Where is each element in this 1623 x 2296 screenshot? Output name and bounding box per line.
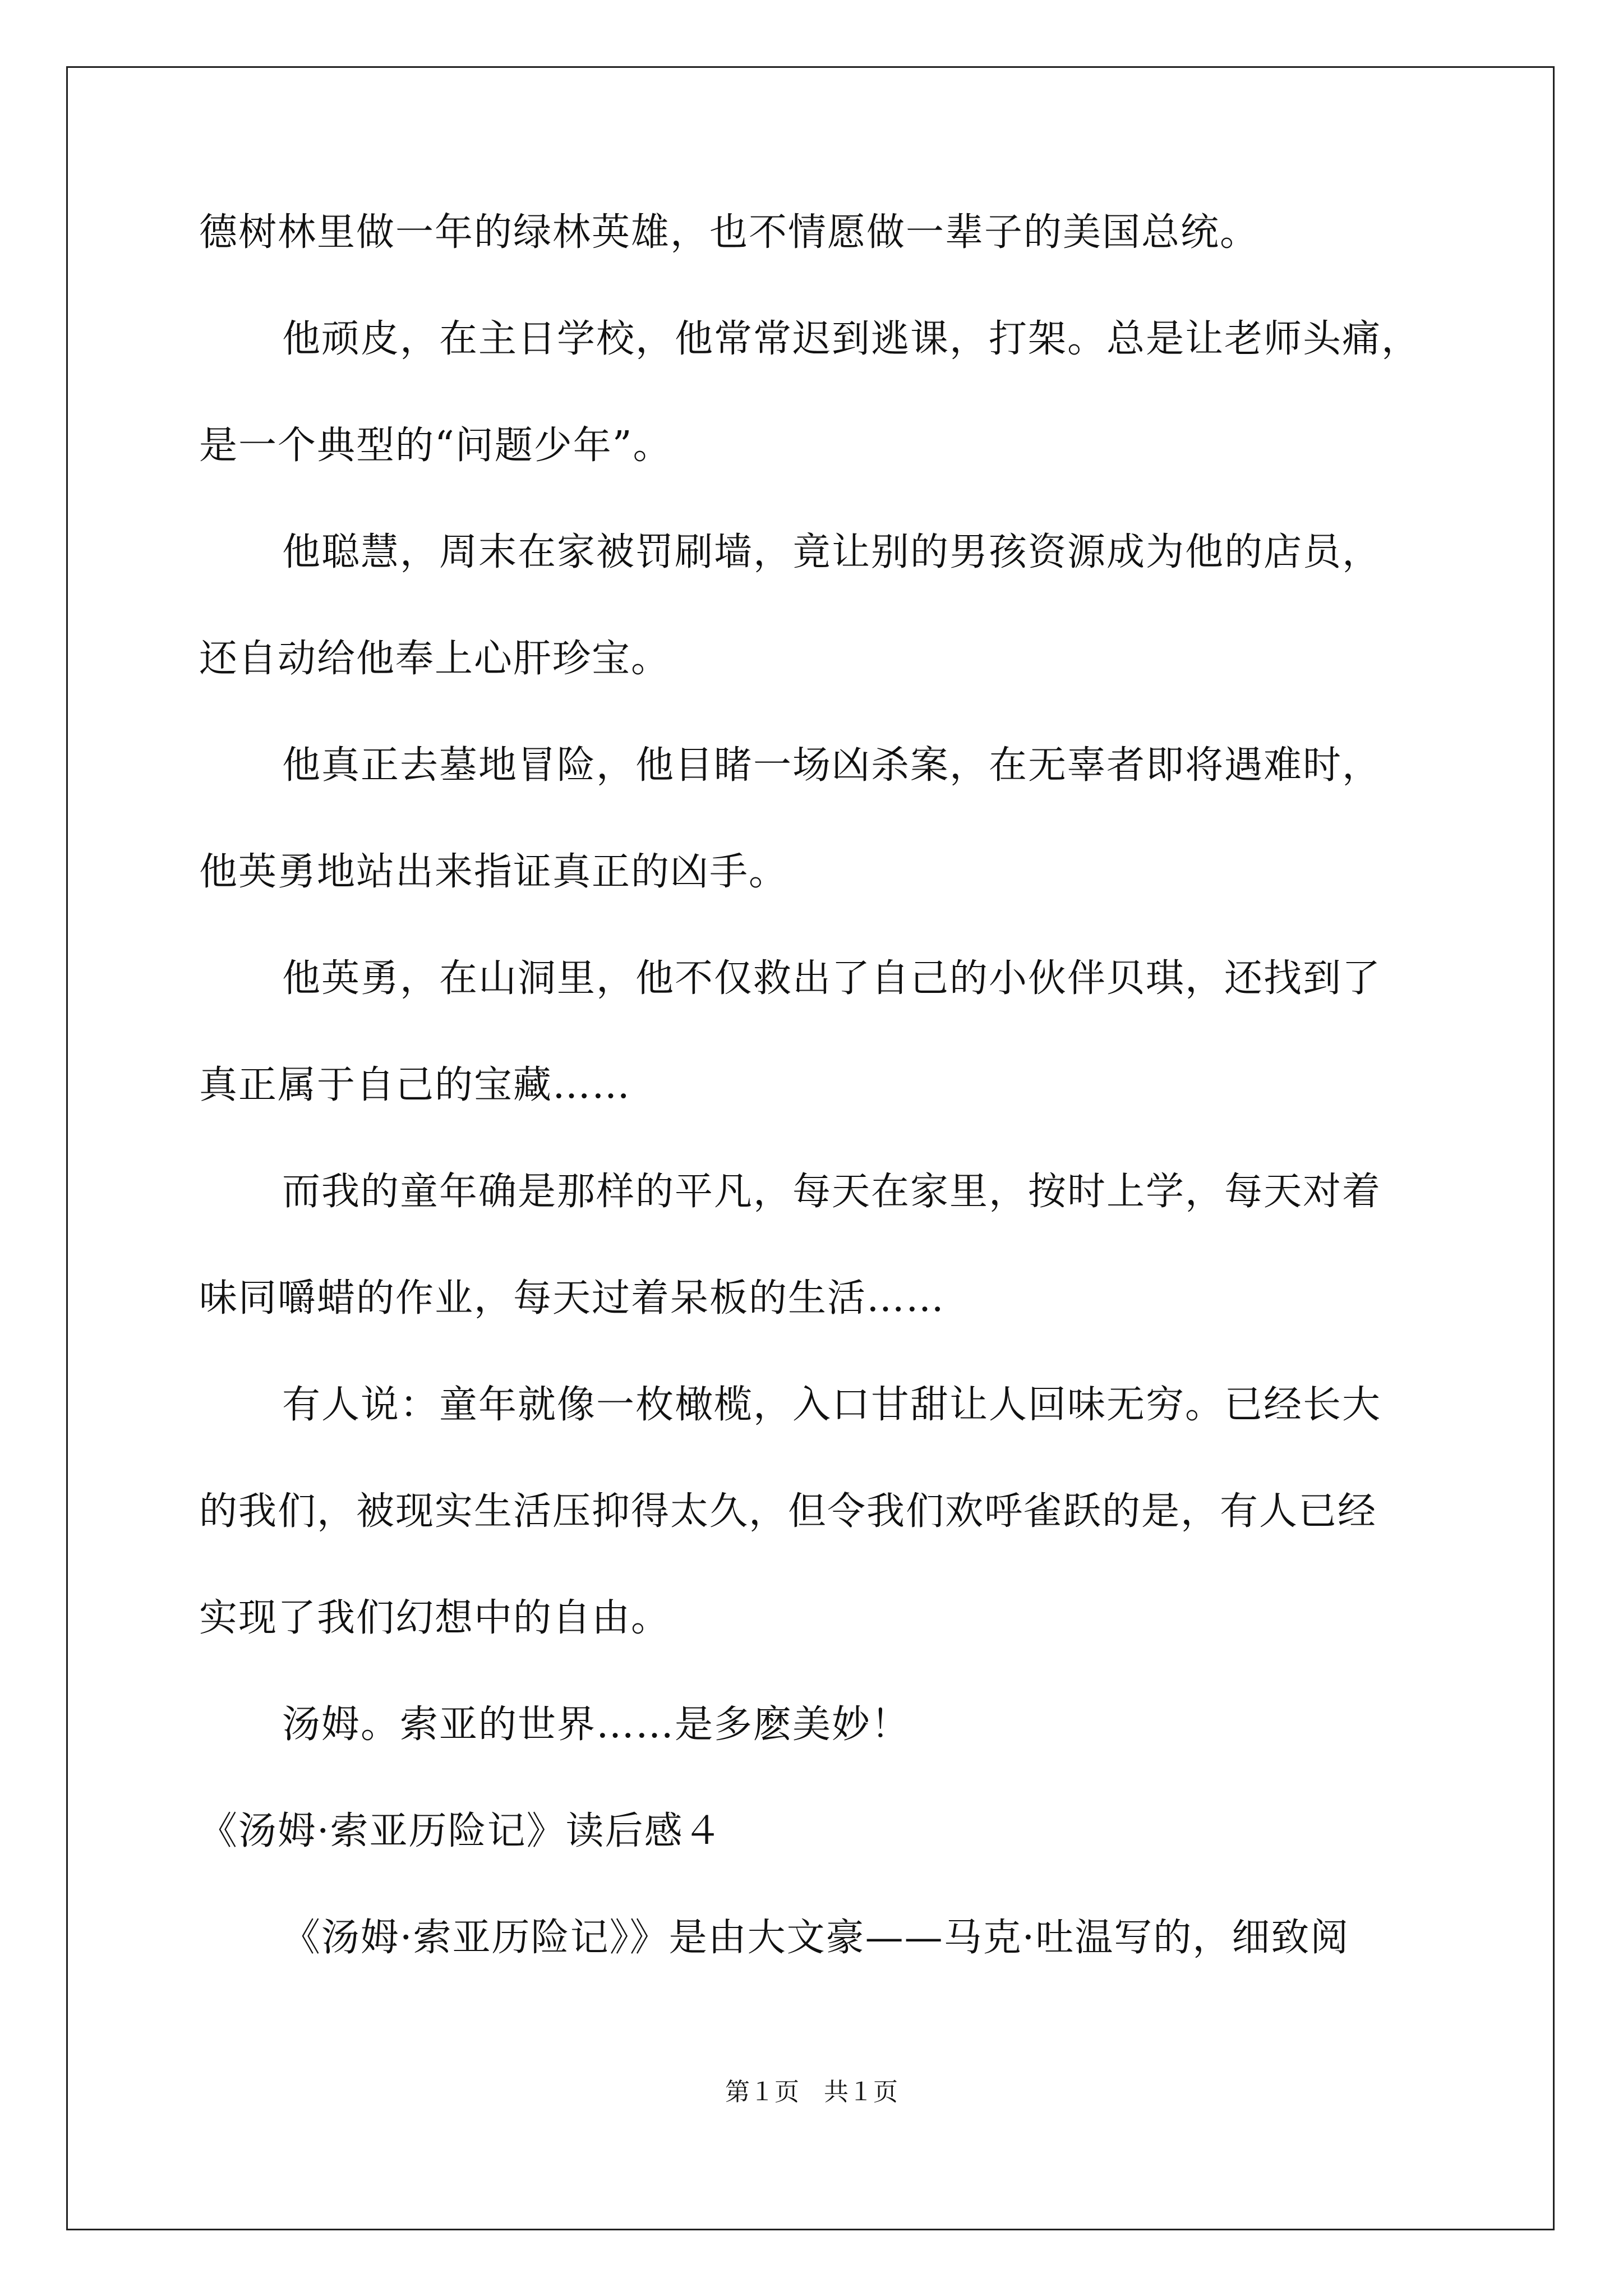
text-line-1: 德树林里做一年的绿林英雄，也不情愿做一辈子的美国总统。 <box>199 210 1260 255</box>
text-line-12: 有人说：童年就像一枚橄榄，入口甘甜让人回味无穷。已经长大 <box>282 1383 1382 1427</box>
text-line-15: 汤姆。索亚的世界……是多麽美妙！ <box>282 1703 911 1747</box>
text-line-14: 实现了我们幻想中的自由。 <box>199 1596 671 1640</box>
page-border <box>66 66 1555 2230</box>
text-line-9: 真正属于自己的宝藏…… <box>199 1063 631 1107</box>
text-line-11: 味同嚼蜡的作业，每天过着呆板的生活…… <box>199 1276 946 1320</box>
text-line-6: 他真正去墓地冒险，他目睹一场凶杀案，在无辜者即将遇难时， <box>282 743 1382 788</box>
page-footer: 第１页 共１页 <box>725 2078 898 2106</box>
text-line-2: 他顽皮，在主日学校，他常常迟到逃课，打架。总是让老师头痛， <box>282 317 1421 361</box>
text-line-13: 的我们，被现实生活压抑得太久，但令我们欢呼雀跃的是，有人已经 <box>199 1489 1377 1534</box>
text-line-8: 他英勇，在山洞里，他不仅救出了自己的小伙伴贝琪，还找到了 <box>282 956 1382 1001</box>
section-heading: 《汤姆·索亚历险记》读后感４ <box>199 1809 723 1853</box>
text-line-10: 而我的童年确是那样的平凡，每天在家里，按时上学，每天对着 <box>282 1170 1382 1214</box>
text-line-4: 他聪慧，周末在家被罚刷墙，竟让别的男孩资源成为他的店员， <box>282 530 1382 574</box>
text-line-5: 还自动给他奉上心肝珍宝。 <box>199 637 671 681</box>
text-line-7: 他英勇地站出来指证真正的凶手。 <box>199 850 789 894</box>
text-line-17: 《汤姆·索亚历险记》》是由大文豪——马克·吐温写的，细致阅 <box>282 1916 1350 1960</box>
text-line-3: 是一个典型的“问题少年”。 <box>199 424 672 468</box>
